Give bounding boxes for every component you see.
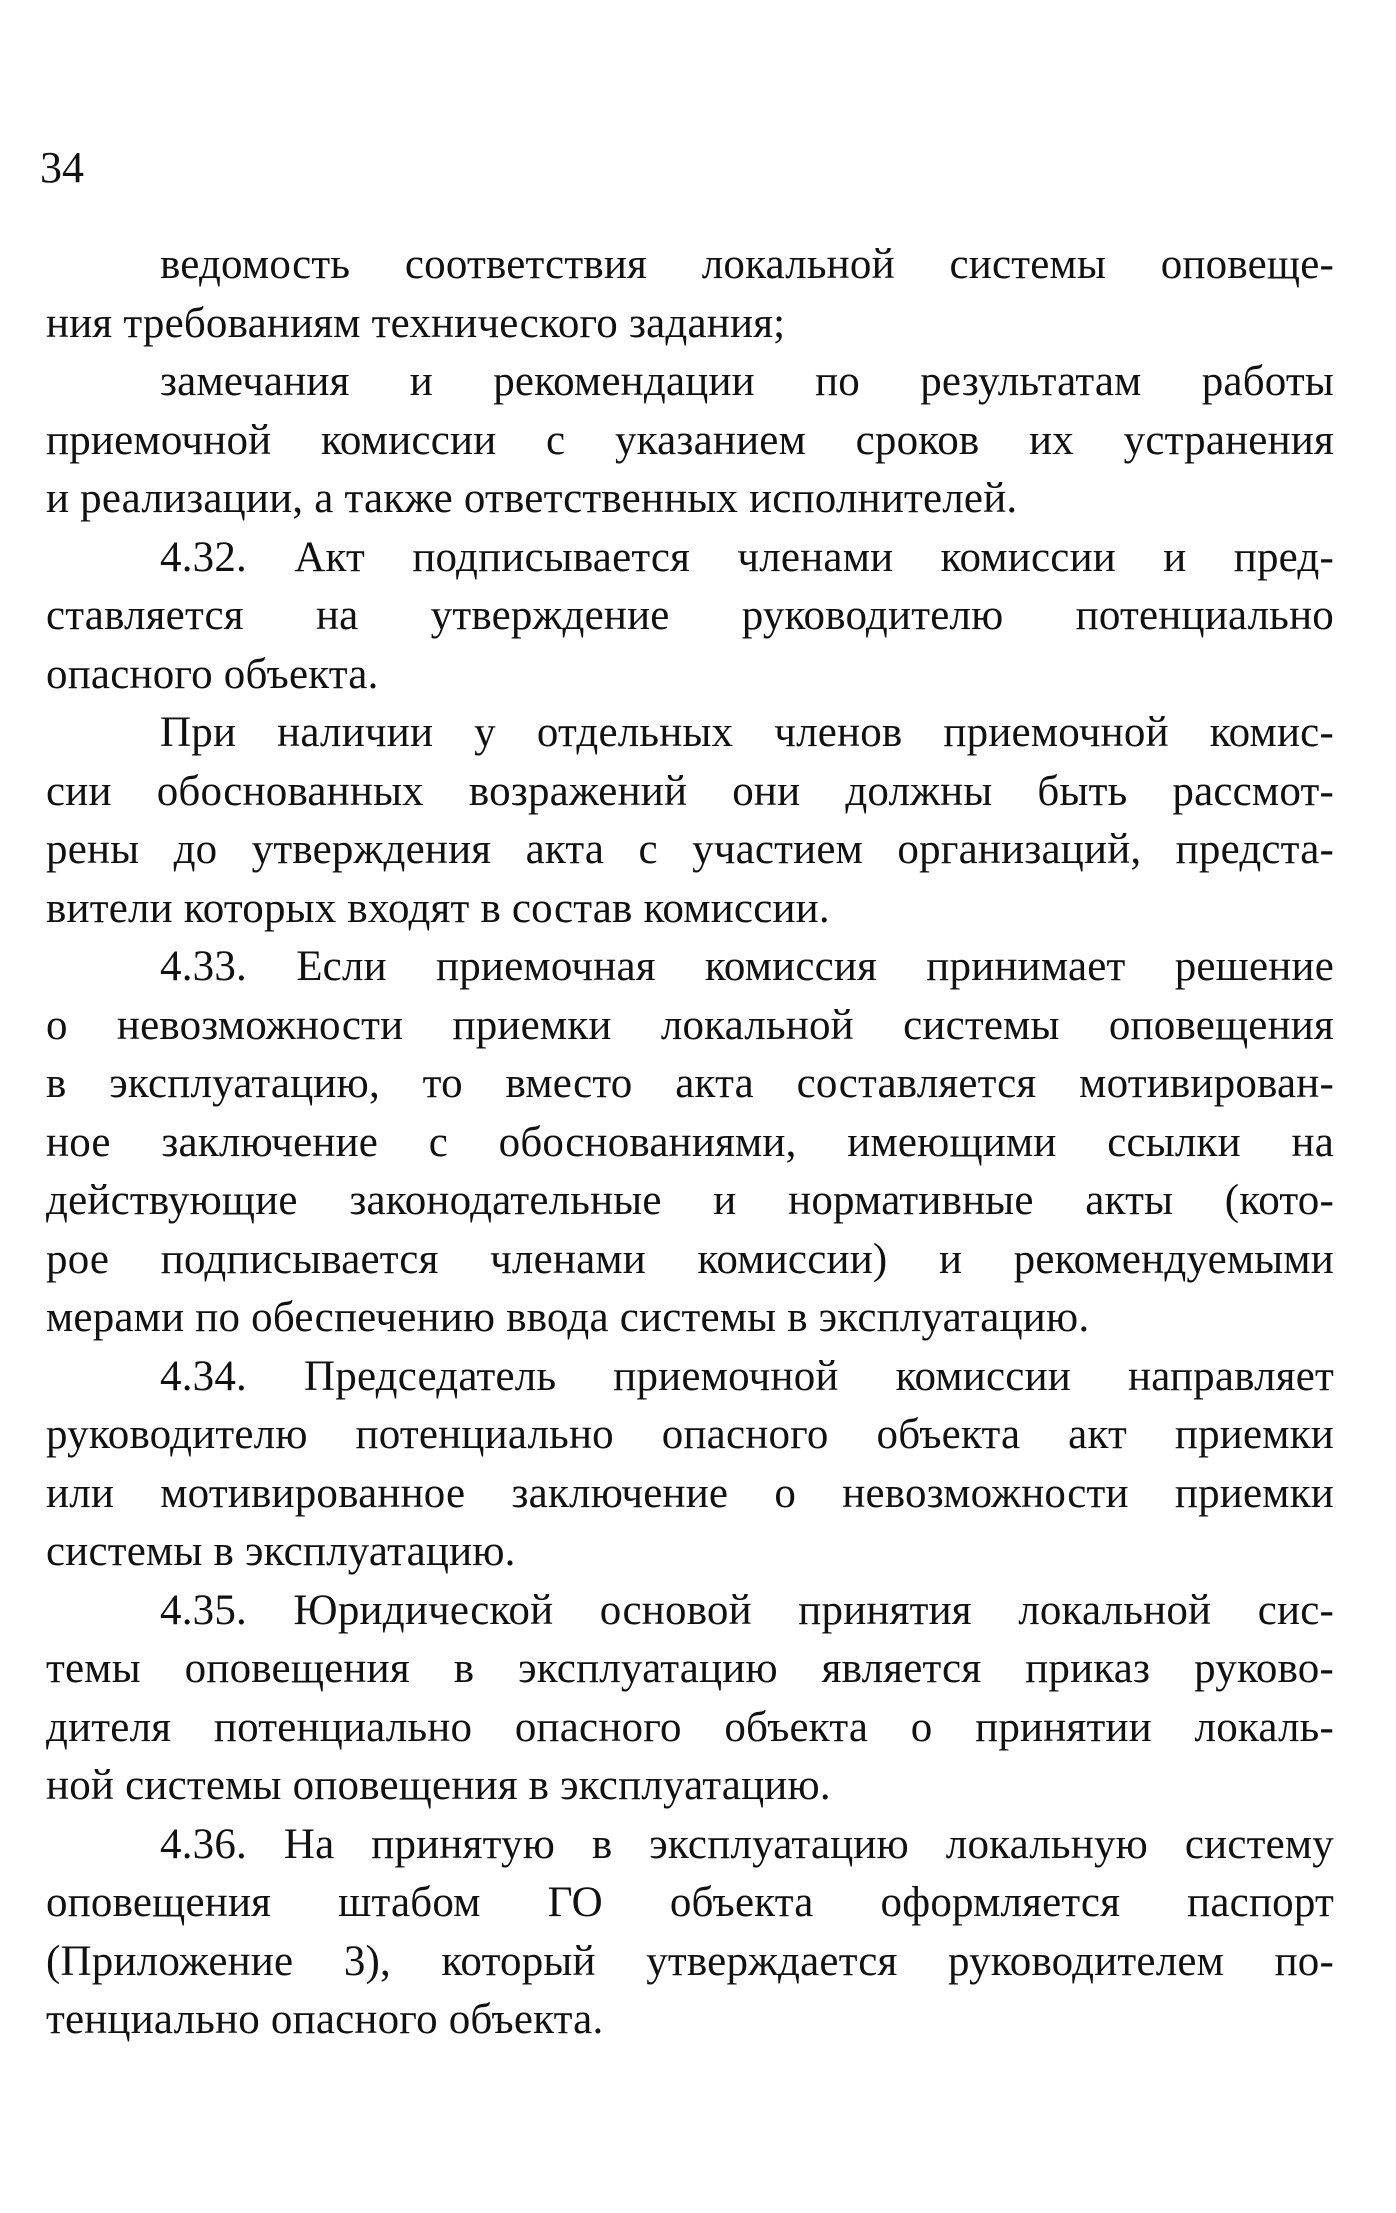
paragraph-4-36 — [46, 1816, 1334, 2050]
paragraph-4-35 — [46, 1582, 1334, 1816]
text-line: действующие законодательные и нормативные акты (кото- — [46, 1177, 1334, 1224]
text-line: сии обоснованных возражений они должны быть рассмот- — [46, 767, 1334, 815]
text-line: рое подписывается членами комиссии) и рекомендуемыми — [46, 1235, 1334, 1283]
text-line: замечания и рекомендации по результатам работы — [160, 358, 1334, 405]
text-line: ния требованиям технического задания; — [46, 299, 786, 347]
text-line: вители которых входят в состав комиссии. — [46, 884, 830, 932]
text-line: тенциально опасного объекта. — [46, 1996, 604, 2043]
text-line: опасного объекта. — [46, 650, 379, 698]
text-line: При наличии у отдельных членов приемочной комис- — [160, 709, 1334, 756]
text-line: ное заключение с обоснованиями, имеющими ссылки на — [46, 1118, 1334, 1166]
paragraph-remarks — [46, 353, 1334, 529]
text-line: 4.36. На принятую в эксплуатацию локальную систему — [160, 1820, 1334, 1868]
text-line: 4.34. Председатель приемочной комиссии направляет — [160, 1352, 1334, 1400]
text-line: о невозможности приемки локальной системы оповещения — [46, 1001, 1334, 1049]
text-line: и реализации, а также ответственных исполнителей. — [46, 475, 1018, 522]
text-line: дителя потенциально опасного объекта о принятии локаль- — [46, 1703, 1334, 1751]
body-text — [46, 236, 1334, 2050]
text-line: ставляется на утверждение руководителю потенциально — [46, 592, 1334, 639]
text-line: темы оповещения в эксплуатацию является приказ руково- — [46, 1645, 1334, 1692]
text-line: или мотивированное заключение о невозможности приемки — [46, 1469, 1334, 1517]
paragraph-objections — [46, 704, 1334, 938]
text-line: руководителю потенциально опасного объекта акт приемки — [46, 1411, 1334, 1458]
paragraph-4-32 — [46, 529, 1334, 705]
text-line: в эксплуатацию, то вместо акта составляется мотивирован- — [46, 1060, 1334, 1107]
text-line: 4.33. Если приемочная комиссия принимает решение — [160, 943, 1334, 990]
text-line: рены до утверждения акта с участием организаций, предста- — [46, 826, 1334, 873]
text-line: приемочной комиссии с указанием сроков их устранения — [46, 416, 1334, 464]
text-line: 4.32. Акт подписывается членами комиссии и пред- — [160, 533, 1334, 581]
page-number: 34 — [40, 143, 84, 192]
text-line: оповещения штабом ГО объекта оформляется паспорт — [46, 1879, 1334, 1926]
text-line: 4.35. Юридической основой принятия локальной сис- — [160, 1586, 1334, 1634]
text-line: (Приложение 3), который утверждается руководителем по- — [46, 1937, 1334, 1985]
text-line: мерами по обеспечению ввода системы в эксплуатацию. — [46, 1294, 1090, 1341]
paragraph-4-33 — [46, 938, 1334, 1348]
text-line: ной системы оповещения в эксплуатацию. — [46, 1762, 831, 1809]
paragraph-statement-list — [46, 236, 1334, 353]
text-line: системы в эксплуатацию. — [46, 1528, 516, 1575]
paragraph-4-34 — [46, 1348, 1334, 1582]
text-line: ведомость соответствия локальной системы оповеще- — [160, 241, 1334, 288]
